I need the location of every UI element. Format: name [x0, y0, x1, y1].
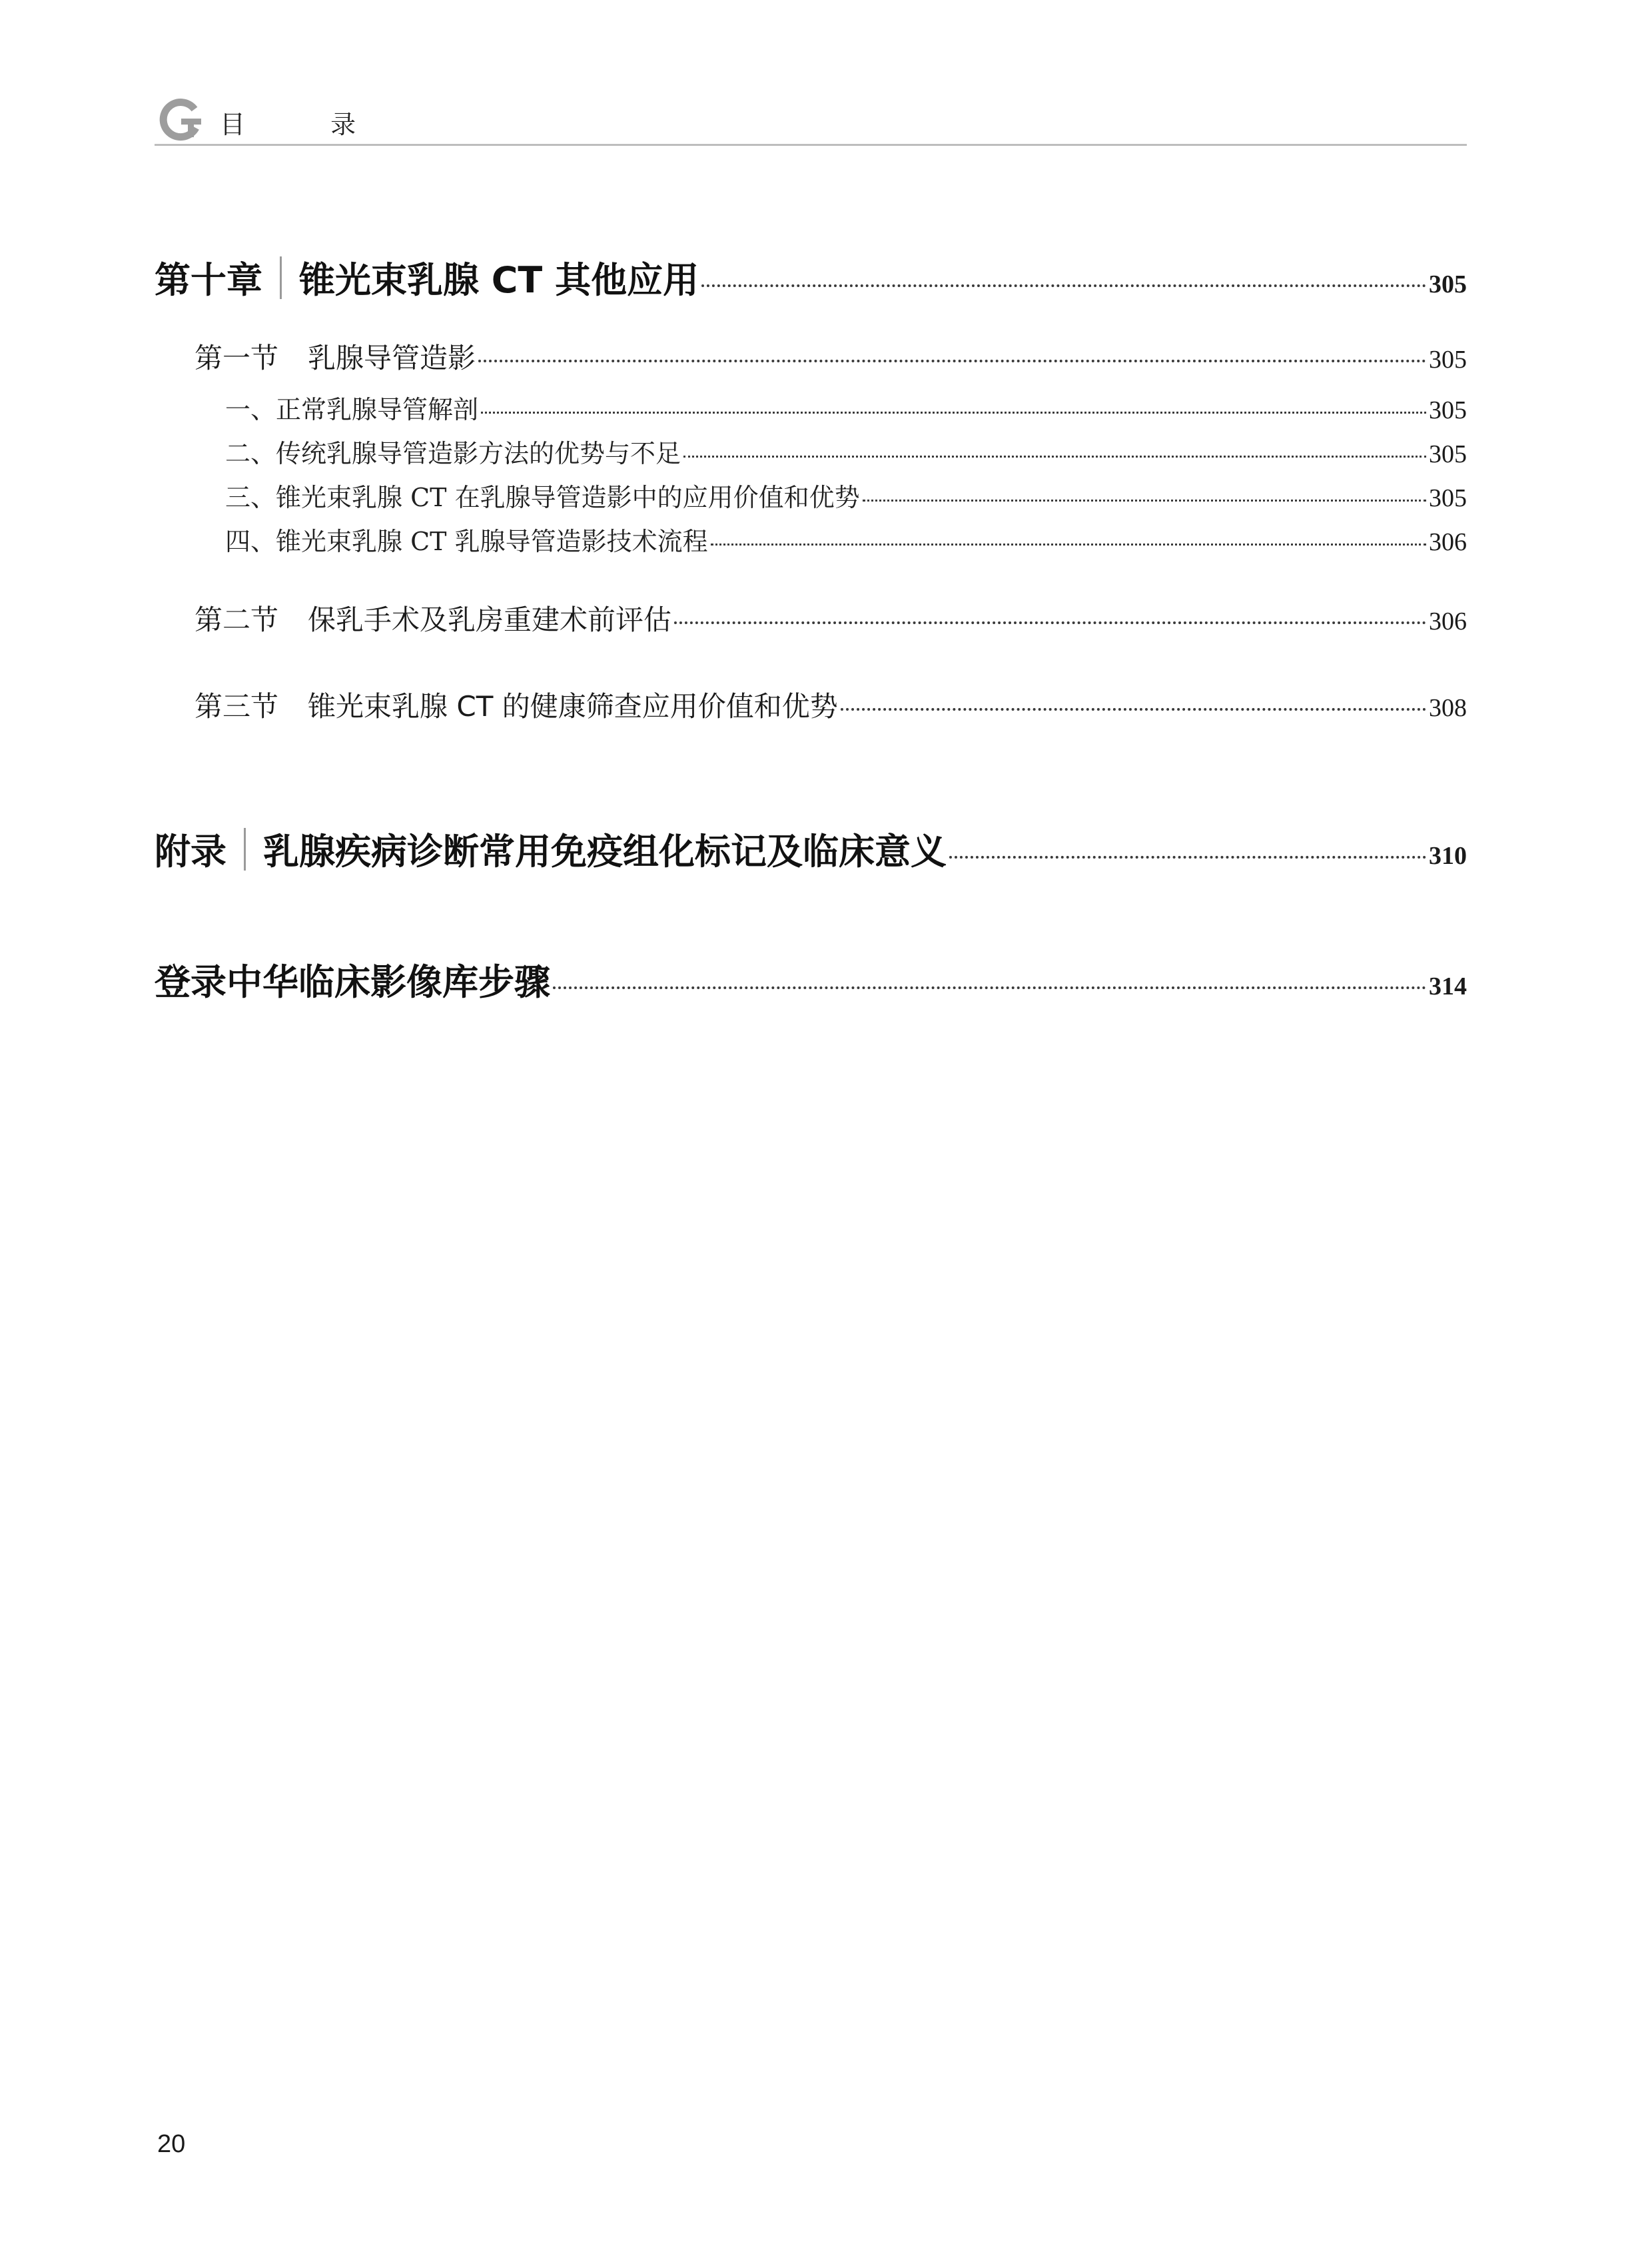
- dot-leader: [674, 621, 1426, 624]
- page-number: 306: [1429, 528, 1467, 556]
- toc-appendix[interactable]: [155, 823, 1467, 875]
- dot-leader: [683, 456, 1426, 458]
- page-number: 314: [1429, 972, 1467, 1000]
- appendix-title: 乳腺疾病诊断常用免疫组化标记及临床意义: [263, 831, 947, 873]
- section-label: [195, 336, 476, 376]
- dot-leader: [478, 360, 1426, 362]
- chapter-divider: [280, 256, 282, 299]
- toc-section-1[interactable]: [195, 336, 1467, 376]
- toc-subsection-1[interactable]: [225, 389, 1467, 426]
- page-number: 305: [1429, 396, 1467, 424]
- dot-leader: [949, 856, 1426, 859]
- toc-section-2[interactable]: [195, 598, 1467, 638]
- subsection-title: 四、锥光束乳腺 CT 乳腺导管造影技术流程: [225, 527, 708, 556]
- appendix-label: [155, 823, 947, 875]
- chapter-number: 第十章: [155, 259, 262, 301]
- page-number: 308: [1429, 694, 1467, 722]
- page-number: 305: [1429, 440, 1467, 468]
- chapter-label: [155, 252, 699, 303]
- page-number: 305: [1429, 484, 1467, 512]
- page-number: 305: [1429, 346, 1467, 374]
- toc-subsection-2[interactable]: [225, 433, 1467, 470]
- section-title: 锥光束乳腺 CT 的健康筛查应用价值和优势: [308, 690, 838, 723]
- subsection-title: 一、正常乳腺导管解剖: [225, 395, 479, 424]
- dot-leader: [481, 412, 1426, 414]
- toc-login-steps[interactable]: [155, 954, 1467, 1005]
- section-number: 第一节: [195, 342, 279, 374]
- dot-leader: [701, 284, 1426, 287]
- toc-subsection-3[interactable]: [225, 477, 1467, 514]
- section-label: [195, 685, 838, 725]
- book-logo-icon: [157, 99, 204, 144]
- folio-page-number: 20: [157, 2130, 186, 2158]
- toc-subsection-4[interactable]: [225, 521, 1467, 558]
- dot-leader: [553, 986, 1426, 989]
- page-number: 305: [1429, 270, 1467, 298]
- subsection-title: 三、锥光束乳腺 CT 在乳腺导管造影中的应用价值和优势: [225, 483, 860, 512]
- toc-section-3[interactable]: [195, 685, 1467, 725]
- section-label: [195, 598, 671, 638]
- appendix-divider: [244, 828, 246, 871]
- login-title: 登录中华临床影像库步骤: [155, 961, 550, 1003]
- running-header: [155, 97, 1467, 146]
- chapter-title: 锥光束乳腺 CT 其他应用: [299, 259, 699, 301]
- section-number: 第三节: [195, 690, 279, 723]
- appendix-number: 附录: [155, 831, 226, 873]
- page-number: 306: [1429, 607, 1467, 635]
- dot-leader: [841, 708, 1426, 711]
- page-number: 310: [1429, 842, 1467, 870]
- section-title: 乳腺导管造影: [308, 342, 476, 374]
- dot-leader: [711, 544, 1426, 546]
- section-number: 第二节: [195, 603, 279, 636]
- header-title: 目 录: [220, 110, 395, 139]
- toc-chapter-10[interactable]: [155, 252, 1467, 303]
- dot-leader: [863, 500, 1426, 502]
- section-title: 保乳手术及乳房重建术前评估: [308, 603, 672, 636]
- subsection-title: 二、传统乳腺导管造影方法的优势与不足: [225, 439, 681, 468]
